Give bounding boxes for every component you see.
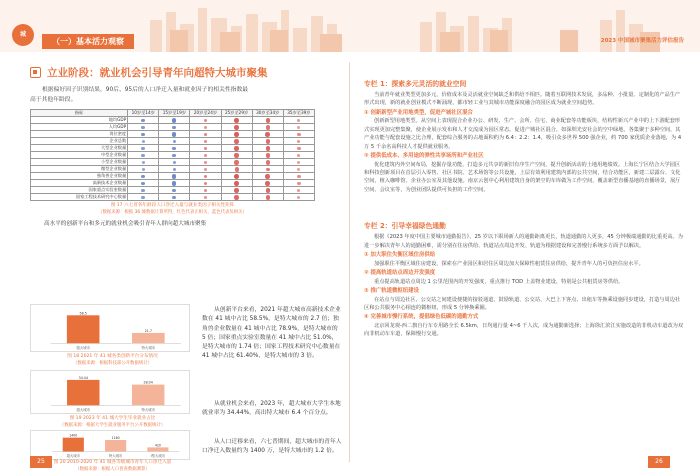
section-title: 立业阶段：就业机会引导青年向超特大城市聚集: [47, 66, 268, 79]
correlation-dot: [297, 196, 300, 199]
matrix-cell: [252, 187, 283, 194]
correlation-dot: [297, 168, 300, 171]
table-row: [31, 124, 315, 131]
matrix-cell: [159, 117, 190, 124]
row-label: 大型企业数量: [31, 145, 128, 152]
correlation-dot: [266, 139, 270, 143]
matrix-cell: [221, 187, 252, 194]
subsection-subtitle: 高水平的创新平台和多元的就业机会吸引青年人群向超大城市聚集: [44, 220, 207, 227]
chart-bar: [132, 385, 164, 406]
correlation-dot: [204, 189, 208, 193]
fig18-caption: 图 18 2021 年 41 城各类创新平台分布情况: [67, 354, 158, 359]
correlation-dot: [173, 161, 177, 165]
table-row: [31, 194, 315, 201]
correlation-dot: [204, 133, 208, 137]
tip2-text1: 加强职住平衡区域住房建设，探索在产业园区和居住区周边加大保障性租赁住房供给，提升青年人的可负担住房水平。: [374, 260, 644, 267]
intro-line-1: 根据偏好因子识别结果，90后、95后的人口净迁入量和就业因子的相关性指数最: [42, 87, 249, 93]
table-header-cell: 10岁至14岁: [128, 110, 159, 117]
row-label: 独角兽企业数量: [31, 173, 128, 180]
value-label: 34.44: [78, 375, 88, 380]
correlation-dot: [172, 189, 176, 193]
report-title: 2023 中国城市聚集活力评估报告: [600, 38, 684, 44]
chart-bar: [63, 438, 84, 452]
tip1-intro: 当前青年就业类型更加多元，价值成本及灵活就业空间缺乏和供给不相匹。随着互联网技术发展，多品种、小批量、定制化的产品生产形式出现，新的就业创业模式不断涌现，都市轻工业与其城市功能深度融合的园区成为就业空间趋势。: [364, 92, 681, 107]
matrix-cell: [221, 173, 252, 180]
correlation-dot: [204, 196, 207, 199]
matrix-cell: [283, 124, 314, 131]
matrix-cell: [221, 145, 252, 152]
matrix-cell: [128, 173, 159, 180]
matrix-cell: [190, 124, 221, 131]
matrix-cell: [128, 124, 159, 131]
tip2-title: 专栏 2：引导幸福绿色通勤: [364, 222, 446, 231]
fig17-source: （数据来源：根据 36 城数据计算所得，红色代表正相关，蓝色代表负相关）: [98, 209, 247, 215]
correlation-dot: [234, 174, 239, 179]
fig17-caption: 图 17 六七普各年龄段人口净迁入量与就业类因子相关性矩阵: [110, 203, 235, 208]
correlation-dot: [173, 168, 177, 172]
category-label: 超大城市: [76, 346, 91, 351]
correlation-dot: [297, 119, 300, 122]
value-label: 58.5: [79, 311, 87, 316]
correlation-dot: [297, 161, 300, 164]
correlation-dot: [142, 161, 145, 164]
table-row: [31, 145, 315, 152]
correlation-dot: [204, 175, 208, 179]
value-label: 1400: [69, 433, 78, 438]
matrix-cell: [252, 124, 283, 131]
matrix-cell: [283, 138, 314, 145]
tip1-sub1: ① 创新新型产业用地类型，促进产城社区混合: [364, 109, 473, 116]
matrix-cell: [190, 166, 221, 173]
row-label: 国家重点实验室数量: [31, 187, 128, 194]
matrix-cell: [283, 152, 314, 159]
tip1-text2: 优化建筑内外空间布局，挖掘存量功能，打造多元共享的新旧有序生产空间，提升创新活动的土地用地绩效。上海长宁区结合大学园区和科技创新项目在首层引入零售、社区书院、艺术场馆等公共设施，上层有效利用建筑内部的公共空间，结合功能区，新建二层露台、文化空间，植入咖啡馆、企业办公室及其他设施。南京云创中心利用建筑自身的架空的车库做为工作空间，覆盖新型直播基地的直播场景，展厅空间、会议室等，为创业团队提供可负担的工作空间。: [364, 161, 681, 193]
matrix-cell: [283, 145, 314, 152]
correlation-dot: [172, 154, 176, 158]
correlation-dot: [172, 118, 176, 122]
intro-paragraph-end: [30, 96, 345, 106]
correlation-dot: [172, 181, 176, 185]
row-label: 地均GDP: [31, 117, 128, 124]
tip2-sub1: ① 加大职住失衡区域住房供给: [364, 252, 436, 259]
matrix-cell: [159, 194, 190, 201]
fig20-chart: [30, 430, 190, 460]
category-label: 超大城市: [66, 454, 81, 459]
matrix-cell: [159, 131, 190, 138]
matrix-cell: [159, 173, 190, 180]
matrix-cell: [283, 131, 314, 138]
matrix-cell: [159, 159, 190, 166]
correlation-dot: [234, 160, 238, 164]
tip1-text1: 创新新型用地类型。从空间上表现混合企业办公、研发、生产、会所、住宅、商业配套等功能板块，结构性新兴产业中的上下游配套形式实现更加完整集聚，使企业展示发布和人才交流成为园区常态。促进产城社区混合，如深圳光安社会的空中绿地，各集聚于多种空间，其产业功能与配套设施之比合理，配套综合服务的占地面积约为 6.4：2.2：1.4，吸引众多世界 500 强企业，约 700 家优质企业落地，为 4 万 5 千余名高科技人才提供就业服务。: [364, 118, 682, 150]
matrix-cell: [128, 166, 159, 173]
matrix-cell: [190, 180, 221, 187]
matrix-cell: [159, 180, 190, 187]
chart-bar: [105, 440, 126, 452]
correlation-dot: [141, 175, 145, 179]
correlation-dot: [204, 147, 208, 151]
matrix-cell: [128, 180, 159, 187]
correlation-dot: [142, 168, 145, 171]
table-row: [31, 131, 315, 138]
correlation-dot: [234, 139, 238, 143]
correlation-dot: [266, 168, 270, 172]
tip2-sub3: ③ 推广轨道微枢纽建设: [364, 288, 419, 295]
tip2-sub2: ② 提高轨道站点周边开发强度: [364, 270, 436, 277]
page-number-left: 25: [30, 456, 52, 468]
matrix-cell: [221, 131, 252, 138]
matrix-cell: [221, 166, 252, 173]
row-label: 小型企业数量: [31, 159, 128, 166]
correlation-dot: [266, 188, 270, 192]
chart-bar: [67, 315, 100, 343]
correlation-dot: [235, 167, 239, 171]
matrix-cell: [283, 159, 314, 166]
correlation-dot: [172, 174, 176, 178]
matrix-cell: [128, 145, 159, 152]
correlation-dot: [234, 181, 239, 186]
correlation-dot: [234, 153, 238, 157]
matrix-cell: [252, 166, 283, 173]
correlation-dot: [297, 189, 300, 192]
matrix-cell: [159, 152, 190, 159]
matrix-cell: [252, 131, 283, 138]
fig18-chart: [30, 304, 190, 352]
correlation-dot: [266, 153, 270, 157]
value-label: 1160: [111, 436, 120, 441]
correlation-dot: [204, 126, 207, 129]
category-label: 特大城市: [141, 408, 156, 413]
table-header-cell: 20岁至24岁: [190, 110, 221, 117]
correlation-dot: [266, 195, 270, 199]
fig20-source: （数据来源：根据人口普查数据测算）: [75, 466, 150, 472]
row-label: 国家工程技术研究中心数量: [31, 194, 128, 201]
correlation-dot: [172, 196, 176, 200]
matrix-cell: [159, 145, 190, 152]
intro-paragraph: [30, 86, 345, 96]
matrix-cell: [252, 152, 283, 159]
correlation-dot: [172, 126, 176, 130]
matrix-cell: [252, 138, 283, 145]
matrix-cell: [252, 117, 283, 124]
correlation-dot: [265, 174, 270, 179]
section-square-icon: [30, 67, 41, 78]
correlation-dot: [297, 175, 301, 179]
row-label: 岗位密度: [31, 131, 128, 138]
chart-bar: [147, 447, 168, 451]
table-header-cell: 25岁至29岁: [221, 110, 252, 117]
correlation-dot: [172, 147, 176, 151]
table-header-cell: 指标: [31, 110, 128, 117]
matrix-cell: [190, 187, 221, 194]
fig19-chart: [30, 370, 190, 414]
employment-paragraph: 从就业机会来看，2023 年，超大城市大学生本地就业率为 34.44%，高出特大城市 6.4 个百分点。: [202, 401, 341, 417]
correlation-dot: [265, 132, 270, 137]
correlation-dot: [266, 118, 270, 122]
matrix-cell: [252, 180, 283, 187]
matrix-cell: [283, 173, 314, 180]
left-page: [30, 62, 345, 472]
page-spine: [349, 62, 350, 462]
fig18-source: （数据来源：根据科技部公开数据统计）: [72, 360, 153, 366]
table-row: [31, 180, 315, 187]
matrix-cell: [283, 166, 314, 173]
chart-bar: [132, 333, 165, 343]
correlation-dot: [234, 195, 238, 199]
matrix-cell: [190, 138, 221, 145]
matrix-cell: [128, 131, 159, 138]
correlation-dot: [141, 154, 145, 158]
matrix-cell: [159, 166, 190, 173]
correlation-matrix-table: [30, 109, 315, 201]
matrix-cell: [159, 187, 190, 194]
table-row: [31, 138, 315, 145]
correlation-dot: [172, 132, 176, 136]
table-row: [31, 166, 315, 173]
matrix-cell: [221, 117, 252, 124]
tip2-sub4: ④ 完善城市慢行系统，提倡绿色低碳的通勤方式: [364, 314, 479, 321]
correlation-dot: [234, 118, 239, 123]
correlation-dot: [234, 132, 239, 137]
tip2-text2: 重点提高轨道站点周边 1 公里范围内的开发强度，重点推行 TOD 上盖物业建设，特别是公共租赁房等供给。: [374, 278, 624, 285]
category-label: I型大城市: [150, 454, 166, 459]
matrix-cell: [190, 131, 221, 138]
category-label: 特大城市: [141, 346, 156, 351]
value-label: 420: [154, 443, 161, 448]
matrix-cell: [252, 145, 283, 152]
page-number-right: 26: [648, 456, 670, 468]
table-header-cell: 30岁至34岁: [252, 110, 283, 117]
correlation-dot: [141, 147, 145, 151]
tip2-text4: 北京回龙观-西二旗自行车专用路全长 6.5km，日均通行量 4~6 千人次，成为通勤新选择；上海徐汇滨江实施改造的非机动车道改为双向非机动车车道，保障慢行交通。: [364, 323, 684, 338]
table-header-row: [31, 110, 315, 117]
section-heading: [30, 62, 345, 82]
table-row: [31, 173, 315, 180]
correlation-dot: [297, 154, 300, 157]
tip2-intro: 根据《2023 年度中国主要城市通勤报告》，25 岁以下职场新人的通勤距离更长，轨道通勤的人更多，45 分钟极端通勤的比重更高。为进一步解决青年人的通勤困难，需分别在住房供给、轨道站点周边开发、轨道为根据建设和完善慢行系统多方面予以解决。: [364, 234, 683, 249]
intro-line-2: 高于其他年龄段。: [30, 96, 77, 103]
matrix-cell: [221, 138, 252, 145]
correlation-dot: [234, 125, 239, 130]
matrix-cell: [221, 124, 252, 131]
row-label: 人均GDP: [31, 124, 128, 131]
correlation-dot: [141, 126, 145, 130]
table-header-cell: 35岁至39岁: [283, 110, 314, 117]
table-header-cell: 15岁至19岁: [159, 110, 190, 117]
correlation-dot: [297, 126, 300, 129]
correlation-dot: [142, 140, 145, 143]
correlation-dot: [141, 133, 145, 137]
matrix-cell: [128, 194, 159, 201]
matrix-cell: [283, 194, 314, 201]
matrix-cell: [221, 180, 252, 187]
correlation-dot: [204, 161, 207, 164]
correlation-dot: [141, 119, 145, 123]
tip1-title: 专栏 1：探索多元灵活的就业空间: [364, 80, 467, 88]
correlation-dot: [266, 160, 270, 164]
correlation-dot: [266, 146, 270, 150]
matrix-cell: [128, 187, 159, 194]
matrix-cell: [190, 173, 221, 180]
correlation-dot: [265, 181, 270, 186]
matrix-cell: [128, 117, 159, 124]
fig20-caption: 图 20 2010-2020 年 41 城各等级城市青年人口净迁入量: [53, 460, 172, 465]
fig19-source: （数据来源：根据大学生就业服务平台公开数据统计）: [59, 422, 166, 428]
value-label: 21.7: [144, 328, 152, 333]
migration-paragraph: 从人口迁移来看，六七普期间，超大城市的青年人口净迁入数量约为 1400 万，是特大城市的 1.2 倍。: [202, 439, 342, 455]
correlation-dot: [204, 182, 208, 186]
matrix-cell: [128, 152, 159, 159]
fig19-caption: 图 19 2023 年 41 城大学生毕业就业占比: [69, 416, 156, 421]
report-logo-icon: 城: [12, 24, 34, 46]
correlation-dot: [204, 154, 208, 158]
row-label: 微型企业数量: [31, 166, 128, 173]
correlation-dot: [204, 140, 208, 144]
matrix-cell: [190, 152, 221, 159]
matrix-cell: [190, 194, 221, 201]
matrix-cell: [252, 194, 283, 201]
matrix-cell: [159, 124, 190, 131]
right-page: [364, 78, 684, 339]
tip2-text3: 在站点与周边社区、公交站之间建设便捷的接驳通道，鼓励轨道、公交站、大巴上下客点、出租车等换乘设施同步建设，打造与周边社区和公共服务中心相连的微枢纽，形成 5 分钟换乘圈。: [364, 296, 681, 312]
row-label: 中型企业数量: [31, 152, 128, 159]
correlation-dot: [297, 147, 300, 150]
correlation-dot: [234, 146, 239, 151]
innovation-paragraph: 从创新平台来看，2021 年超大城市高新技术企业数在 41 城中占比 58.5%，是特大城市的 2.7 倍；独角兽企业数量在 41 城中占比 78.9%，是特大城市的 5 倍；国家重点实验室数量在 41 城中占比 51.0%，是特大城市的 1.74 倍；国家工程技术研究中心数量在 41 城中占比 61.40%，是特大城市的 3 倍。: [202, 307, 341, 360]
correlation-dot: [204, 168, 207, 171]
row-label: 高新技术企业数量: [31, 180, 128, 187]
value-label: 28.04: [143, 380, 153, 385]
correlation-dot: [141, 196, 145, 200]
matrix-cell: [190, 145, 221, 152]
category-label: 特大城市: [108, 454, 123, 459]
matrix-cell: [283, 117, 314, 124]
correlation-dot: [141, 189, 145, 193]
correlation-dot: [297, 182, 300, 185]
row-label: 企业总数: [31, 138, 128, 145]
correlation-dot: [204, 119, 208, 123]
matrix-cell: [252, 173, 283, 180]
correlation-dot: [266, 125, 270, 129]
table-row: [31, 117, 315, 124]
category-label: 超大城市: [76, 408, 91, 413]
header-band: [0, 0, 700, 52]
matrix-cell: [190, 159, 221, 166]
matrix-cell: [283, 187, 314, 194]
matrix-cell: [221, 159, 252, 166]
matrix-cell: [159, 138, 190, 145]
table-row: [31, 187, 315, 194]
correlation-dot: [297, 133, 301, 137]
matrix-cell: [190, 117, 221, 124]
chart-bar: [67, 380, 99, 405]
correlation-dot: [141, 182, 145, 186]
matrix-cell: [221, 152, 252, 159]
matrix-cell: [221, 194, 252, 201]
tip1-sub2: ② 提供低成本、多用途的弹性共享场所和产业社区: [364, 153, 484, 160]
correlation-dot: [234, 188, 239, 193]
matrix-cell: [283, 180, 314, 187]
matrix-cell: [252, 159, 283, 166]
matrix-cell: [128, 159, 159, 166]
correlation-dot: [173, 140, 177, 144]
correlation-dot: [297, 140, 300, 143]
table-row: [31, 159, 315, 166]
table-row: [31, 152, 315, 159]
matrix-cell: [128, 138, 159, 145]
section-tag: （一）基本活力观察: [42, 34, 134, 49]
